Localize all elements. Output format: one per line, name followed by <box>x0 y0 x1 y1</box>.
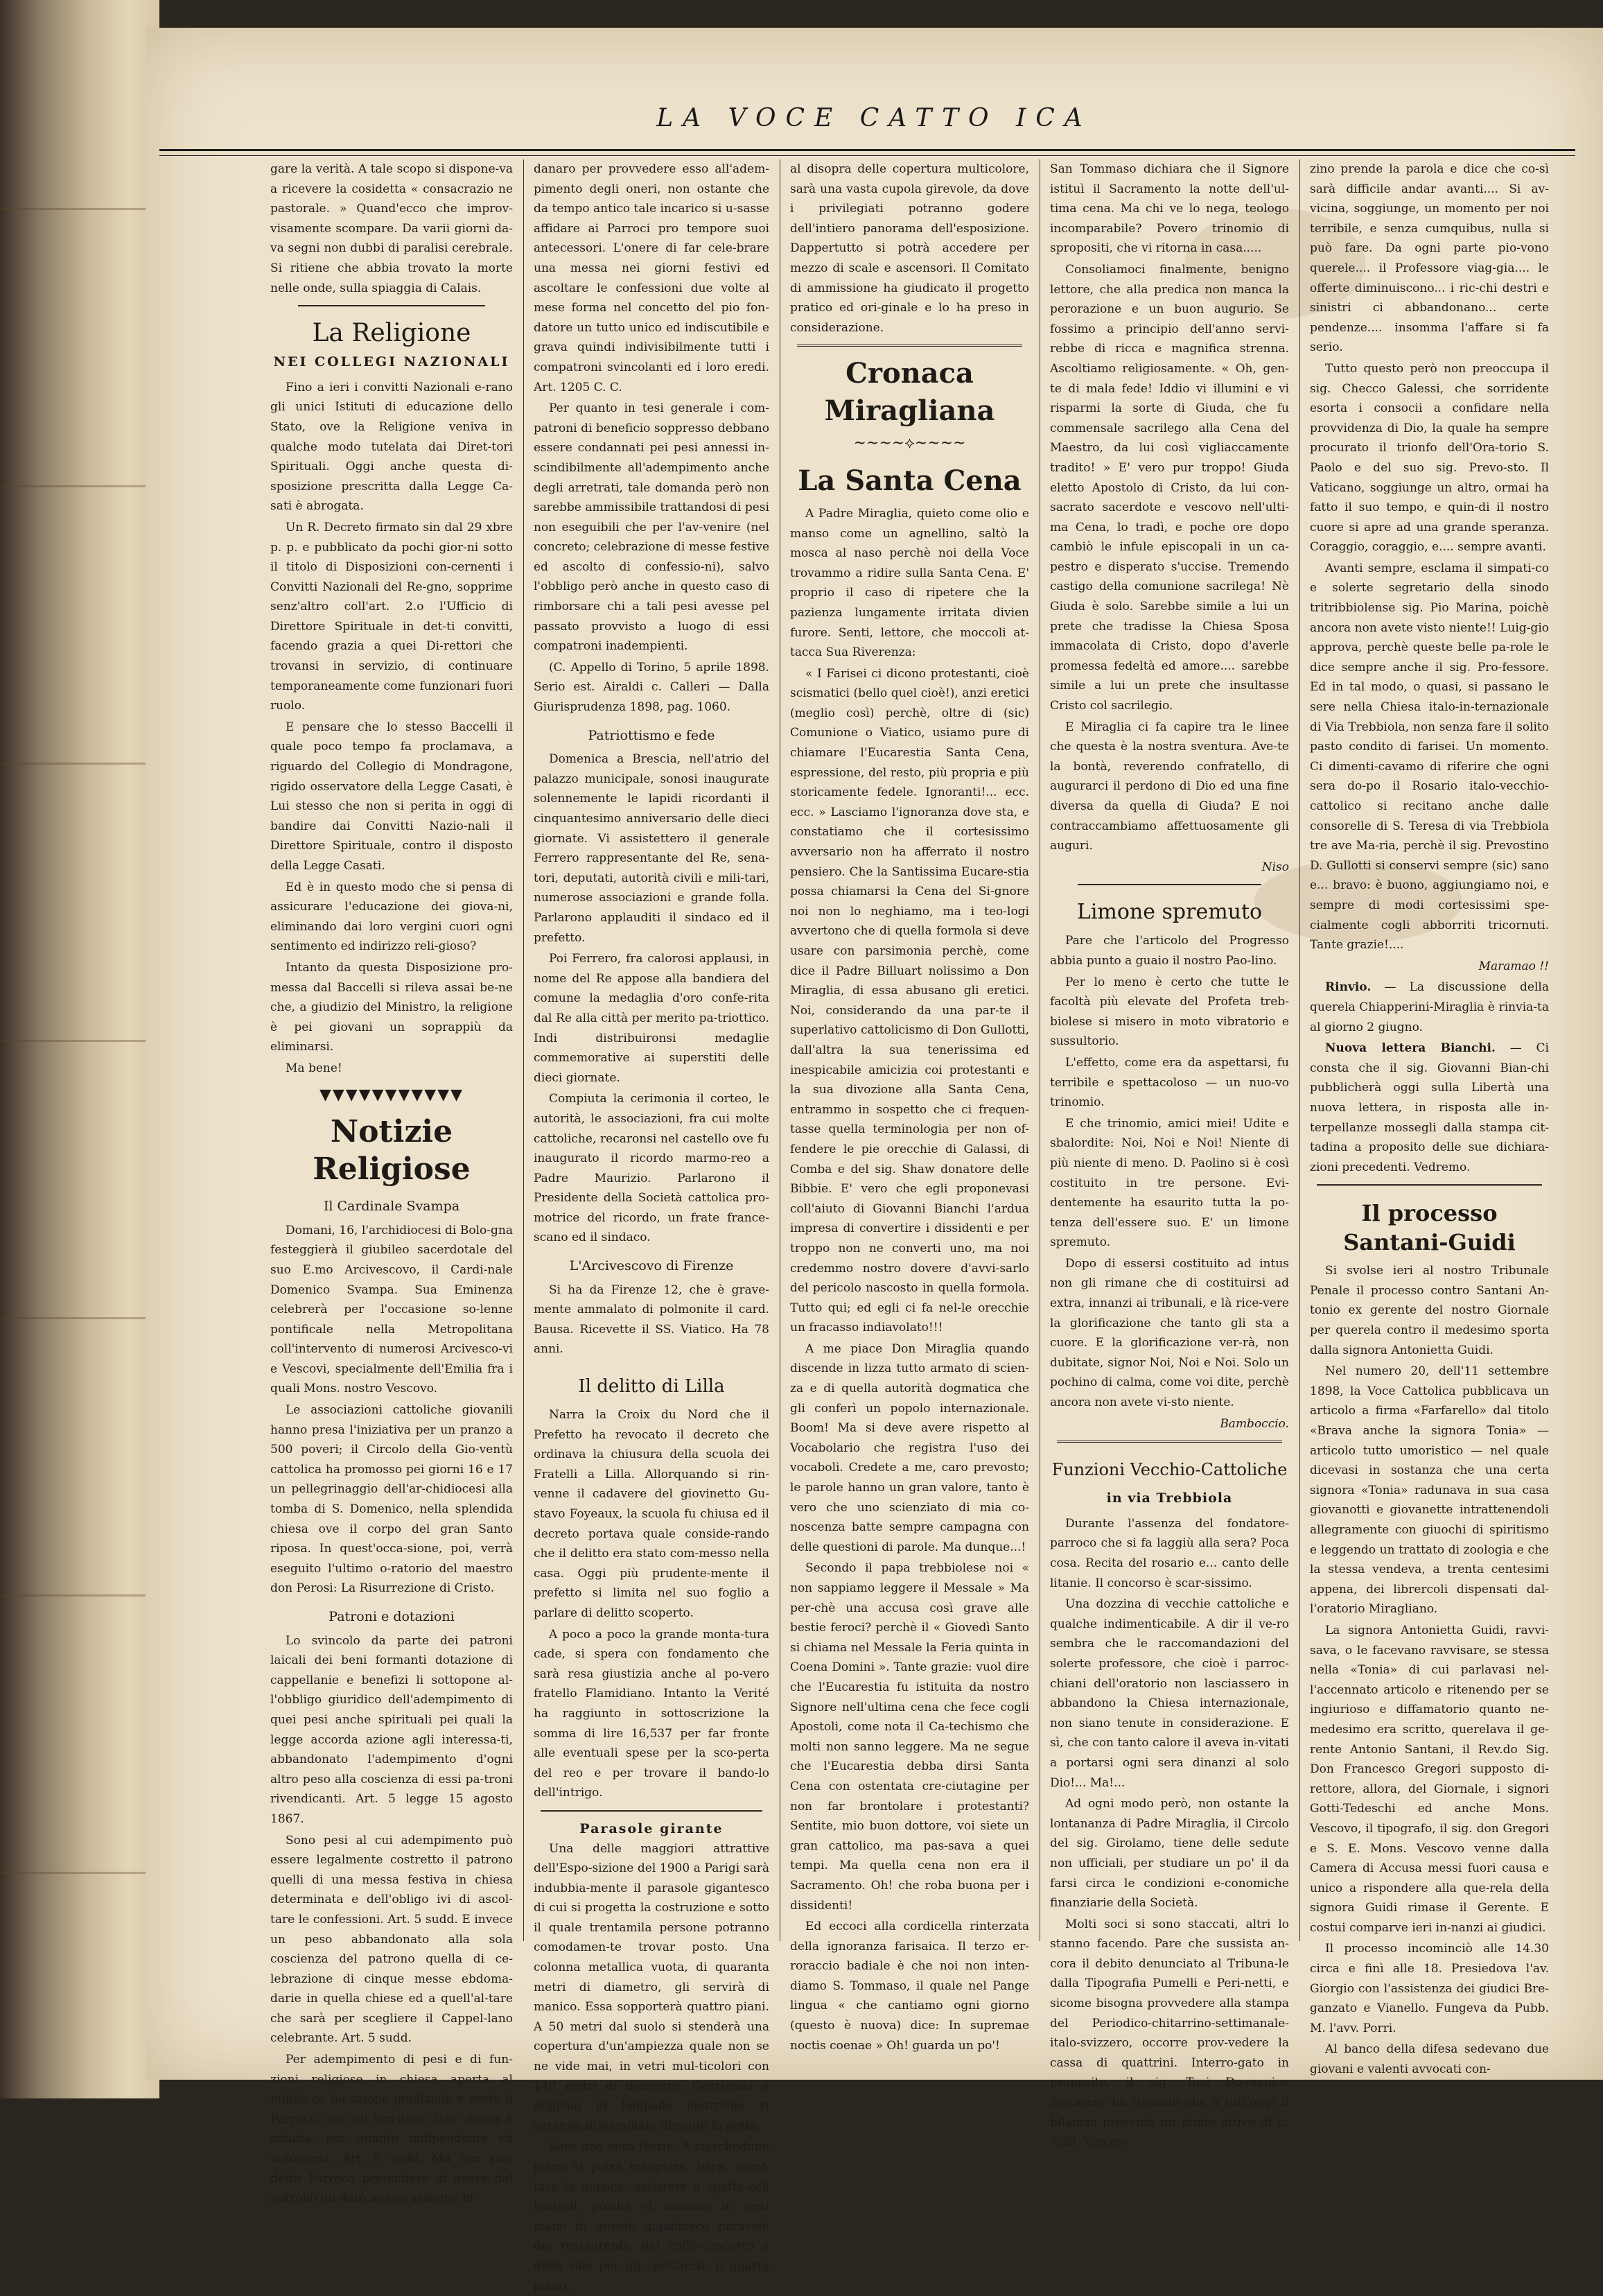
brief-label: Rinvio. <box>1325 980 1372 995</box>
paragraph: Sarà una vera féerie. A ciascheduno piano si potrà mangiare, bere, ascol-tare la musica, assistere a spetta-coli teatrali, poiché vi saranno in ogni piano di questo gigantesco parasole dei restaurants, dei caffè-concerto e delle sale per gli spettacoli. Il quarto piano, <box>534 2140 769 2293</box>
column-2 <box>534 159 769 2293</box>
article-title: Limone spremuto <box>1076 900 1263 925</box>
brief-text: — Ci consta che il sig. Giovanni Bian-chi pubblicherà oggi sulla Libertà una nuova lettera, in risposta alle in-terpellanze mossegli dalla stampa cit-tadina a proposito delle sue dichiara-zioni precedenti. Vedremo. <box>1310 1041 1549 1174</box>
paragraph: Intanto da questa Disposizione pro-messa dal Baccelli si rileva assai be-ne che, a giudizio del Ministro, la religione è pei giovani un soprappiù da eliminarsi. <box>270 960 513 1054</box>
column-1 <box>270 159 513 2206</box>
masthead: LA VOCE CATTO ICA <box>656 104 1092 132</box>
paragraph: Ed è in questo modo che si pensa di assicurare l'educazione dei giova-ni, eliminando dai loro vergini cuori ogni sentimento ed indirizzo reli-gioso? <box>270 880 513 954</box>
paragraph: L'effetto, come era da aspettarsi, fu terribile e spettacoloso — un nuo-vo trinomio. <box>1050 1055 1289 1110</box>
paragraph: A Padre Miraglia, quieto come olio e manso come un agnellino, saltò la mosca al naso perchè noi della Voce trovammo a ridire sulla Santa Cena. E' proprio il caso di ripetere che la pazienza lungamente irritata divien furore. Senti, lettore, che moccoli at-tacca Sua Riverenza: <box>790 506 1029 660</box>
divider <box>1078 884 1261 885</box>
divider <box>298 305 485 306</box>
article-title: La Santa Cena <box>798 464 1022 497</box>
brief-text: — La discussione della querela Chiapperini-Miraglia è rinvia-ta al giorno 2 giugno. <box>1310 980 1549 1034</box>
paragraph: Per adempimento di pesi e di fun-zioni religiose in chiesa aperta al pubbli-co ha azione giudiziale e veste il Parroco, nel cui territorio tale chiesa è situata, per quanto indipendente ed autonoma. Art. 5 sudd. Ma non può detto Parroco pretendere di avere dal patrono un dato annuo assegno in <box>270 2053 513 2206</box>
paragraph: A me piace Don Miraglia quando discende in lizza tutto armato di scien-za e di quella autorità dogmatica che gli conferì un popolo internazionale. Boom! Ma si deve avere rispetto al Vocabolario che registra l'uso dei vocaboli. Credete a me, caro prevosto; le parole hanno un gran valore, tanto è vero che uno scienziato di mia co-noscenza batte sempre campagna con delle questioni di parole. Ma dunque...! <box>790 1341 1029 1554</box>
brief-label: Nuova lettera Bianchi. <box>1325 1041 1496 1056</box>
paragraph: Compiuta la cerimonia il corteo, le autorità, le associazioni, fra cui molte cattoliche, recaronsi nel castello ove fu inaugurato il ricordo marmo-reo a Padre Maurizio. Parlarono il Presidente della Società cattolica pro-motrice del ricordo, un frate france-scano ed il sindaco. <box>534 1092 769 1245</box>
divider <box>541 1810 762 1812</box>
paragraph: Domani, 16, l'archidiocesi di Bolo-gna festeggierà il giubileo sacerdotale del suo E.mo Arcivescovo, il Cardi-nale Domenico Svampa. Sua Eminenza celebrerà per l'occasione so-lenne pontificale nella Metropolitana coll'intervento di numerosi Arcivesco-vi e Vescovi, specialmente dell'Emilia fra i quali Mons. nostro Vescovo. <box>270 1223 513 1396</box>
paragraph: La signora Antonietta Guidi, ravvi-sava, o le facevano ravvisare, se stessa nella «Tonia» di cui parlavasi nel-l'accennato articolo e ritenendo per se ingiurioso e diffamatorio quanto ne-medesimo era scritto, querelava il ge-rente Antonio Santani, il Rev.do Sig. Don Francesco Gregori supposto di-rettore, allora, del Giornale, i signori Gotti-Tedeschi ed anche Mons. Vescovo, il tipografo, il sig. don Gregori e S. E. Mons. Vescovo venne dalla Camera di Accusa messi fuori causa e unico a rispondere alla que-rela della signora Guidi rimase il Gerente. E costui comparve ieri in-nanzi ai giudici. <box>1310 1623 1549 1935</box>
paragraph: Tutto questo però non preoccupa il sig. Checco Galessi, che sorridente esorta i consocii a confidare nella provvidenza di Dio, la quale ha sempre procurato il trionfo dell'Ora-torio S. Paolo e del suo sig. Prevo-sto. Il Vaticano, soggiunge un altro, ormai ha fatto il suo tempo, e quin-di il nostro cuore si apre ad una grande speranza. Coraggio, coraggio, e.... sempre avanti. <box>1310 361 1549 555</box>
book-page-edges <box>0 0 159 2098</box>
section-heading: Patroni e dotazioni <box>329 1609 455 1624</box>
paragraph: Per quanto in tesi generale i com-patroni di beneficio soppresso debbano essere condannati pei pesi annessi in-scindibilmente all'adempimento anche degli arretrati, tale domanda però non sarebbe ammissibile trattandosi di pesi non eseguibili che per l'av-venire (nel concreto; celebrazione di messe festive ed ascolto di confessio-ni), salvo l'obbligo però anche in questo caso di rimborsare chi a tali pesi avesse pel passato provvisto a luogo di essi compatroni inadempienti. <box>534 401 769 654</box>
box-title: Parasole girante <box>579 1820 724 1836</box>
paragraph: Dopo di essersi costituito ad intus non gli rimane che di costituirsi ad extra, innanzi ai tribunali, e là rice-vere la glorificazione che tanto gli sta a cuore. E la glorificazione ver-rà, non dubitate, signor Noi, Noi e Noi. Solo un pochino di calma, come voi dite, perchè ancora non avete vi-sto niente. <box>1050 1256 1289 1410</box>
paragraph: (C. Appello di Torino, 5 aprile 1898. Serio est. Airaldi c. Calleri — Dalla Giurisprudenza 1898, pag. 1060. <box>534 660 769 715</box>
paragraph: Si ha da Firenze 12, che è grave-mente ammalato di polmonite il card. Bausa. Ricevette il SS. Viatico. Ha 78 anni. <box>534 1282 769 1357</box>
paragraph: danaro per provvedere esso all'adem-pimento degli oneri, non ostante che da tempo antico tale incarico si u-sasse affidare ai Parroci pro tempore suoi antecessori. L'onere di far cele-brare una messa nei giorni festivi ed ascoltare le confessioni due volte al mese forma nel concetto del pio fon-datore un tutto unico ed indiscutibile e grava quindi indivisibilmente tutti i compatroni svincolanti ed i loro eredi. Art. 1205 C. C. <box>534 162 769 394</box>
paragraph: E Miraglia ci fa capire tra le linee che questa è la nostra sventura. Ave-te la bontà, reverendo confratello, di augurarci il perdono di Dio ed una fine diversa da quella di Giuda? E noi contraccambiamo affettuosamente gli auguri. <box>1050 720 1289 853</box>
article-title: Il processo Santani-Guidi <box>1343 1200 1516 1256</box>
paragraph: Una delle maggiori attrattive dell'Espo-sizione del 1900 a Parigi sarà indubbia-mente il parasole gigantesco di cui si progetta la costruzione e sotto il quale trentamila persone potranno comodamen-te trovar posto. Una colonna metallica vuota, di quaranta metri di diametro, gli servirà di manico. Essa sopporterà quattro piani. A 50 metri dal suolo si stenderà una copertura d'un'ampiezza quale non se ne vide mai, in vetri mul-ticolori con 140 metri di diametro. Centi-naia e migliaia di lampade elettriche vi saranno disseminate durante la notte. <box>534 1841 769 2133</box>
paragraph: Molti soci si sono staccati, altri lo stanno facendo. Pare che sussista an-cora il debito denunciato al Tribuna-le dalla Tipografia Pumelli e Peri-netti, e sicome bisogna provvedere alla stampa del Periodico-chitarrino-settimanale-italo-svizzero, occorre prov-vedere la cassa di quattrini. Interro-gato in proposito, il sig. Tosi Do-menico Tesoriere ha risposto che a tutt'oggi il bilancio presenta un fondo attivo di L. 7,29. Vincen- <box>1050 1917 1289 2150</box>
paragraph: A poco a poco la grande monta-tura cade, si spera con fondamento che sarà resa giustizia anche al po-vero fratello Flamidiano. Intanto la Verité ha raggiunto in sottoscrizione la somma di lire 16,537 per far fronte alle eventuali spese per la sco-perta del reo e per trovare il bando-lo dell'intrigo. <box>534 1627 769 1800</box>
divider <box>1057 1441 1282 1443</box>
article-title: Il delitto di Lilla <box>578 1376 725 1398</box>
paragraph: Avanti sempre, esclama il simpati-co e solerte segretario della sinodo tritribbiolense sig. Pio Marina, poichè ancora non avete visto niente!! Luig-gio approva, perchè queste belle pa-role le dice sempre anche il sig. Pro-fessore. Ed in tal modo, o quasi, si passano le sere nella Chiesa italo-in-ternazionale di Via Trebbiola, non senza fare il solito pasto condito di farisei. Un momento. Ci dimenti-cavamo di riferire che ogni sera do-po il Rosario italo-vecchio-cattolico si recitano anche dalle consorelle di S. Teresa di via Trebbiola tre ave Ma-ria, perchè il sig. Prevostino D. Gullotti si conservi sempre (sic) sano e... bravo: è buono, aggiungiamo noi, e sempre di modi cortesissimi spe-cialmente cogli abborriti tricornuti. Tante grazie!.... <box>1310 561 1549 953</box>
section-heading: Il Cardinale Svampa <box>323 1199 460 1215</box>
paragraph: Si svolse ieri al nostro Tribunale Penale il processo contro Santani An-tonio ex gerente del nostro Giornale per querela contro il medesimo sporta dalla signora Antonietta Guidi. <box>1310 1264 1549 1357</box>
masthead-rule <box>159 149 1575 156</box>
paragraph: gare la verità. A tale scopo si dispone-va a ricevere la cosidetta « consacrazio ne pastorale. » Quand'ecco che improv-visamente scompare. Da varii giorni da-va segni non dubbi di paralisi cerebrale. Si ritiene che abbia trovato la morte nelle onde, sulla spiaggia di Calais. <box>270 162 513 295</box>
section-heading: Patriottismo e fede <box>588 727 715 743</box>
paragraph: Ed eccoci alla cordicella rinterzata della ignoranza farisaica. Il terzo er-roraccio badiale è che noi non inten-diamo S. Tommaso, il quale nel Pange lingua « che cantiamo ogni giorno (questo è nuova) dice: In supremae noctis coenae » Oh! guarda un po'! <box>790 1920 1029 2053</box>
paragraph: Lo svincolo da parte dei patroni laicali dei beni formanti dotazione di cappellanie e benefizi li sottopone al-l'obbligo giuridico dell'adempimento di quei pesi anche spirituali pei quali la legge accorda azione agli interessa-ti, abbandonato l'adempimento d'ogni altro peso alla coscienza di essi pa-troni rivendicanti. Art. 5 legge 15 agosto 1867. <box>270 1633 513 1826</box>
signature: Bamboccio. <box>1220 1416 1289 1431</box>
paragraph: Secondo il papa trebbiolese noi « non sappiamo leggere il Messale » Ma per-chè una accusa così grave alle bestie feroci? perchè il « Giovedì Santo si chiama nel Messale la Feria quinta in Coena Domini ». Tante grazie: vuol dire che l'Eucarestia fu istituita da nostro Signore nell'ultima cena che fece cogli Apostoli, come nota il Ca-techismo che molti non sanno leggere. Ma ne segue che l'Eucarestia debba dirsi Santa Cena con ostentata cre-ciutagine per non far brontolare i protestanti? Sentite, mio buon dottore, voi siete un gran cattolico, ma pas-sava a quei tempi. Ma quella cena non era il Sacramento. Oh! che roba buona per i dissidenti! <box>790 1561 1029 1913</box>
brief-lettera <box>1310 1038 1549 1177</box>
column-5 <box>1310 159 1549 2077</box>
paragraph: Poi Ferrero, fra calorosi applausi, in nome del Re appose alla bandiera del comune la medaglia d'oro confe-rita dal Re alla città per merito pa-triottico. Indi distribuironsi medaglie commemorative ai superstiti delle dieci giornate. <box>534 952 769 1085</box>
column-3 <box>790 159 1029 2053</box>
signature: Niso <box>1261 860 1289 874</box>
paragraph: Ma bene! <box>286 1061 342 1075</box>
column-rule <box>523 159 524 1941</box>
section-heading: L'Arcivescovo di Firenze <box>569 1258 734 1274</box>
paragraph: Il processo incominciò alle 14.30 circa e finì alle 18. Presiedova l'av. Giorgio con l'assistenza dei giudici Bre-ganzato e Vianello. Fungeva da Pubb. M. l'avv. Porri. <box>1310 1942 1549 2035</box>
article-subtitle: NEI COLLEGI NAZIONALI <box>273 354 510 370</box>
paragraph: Domenica a Brescia, nell'atrio del palazzo municipale, sonosi inaugurate solennemente le lapidi ricordanti il cinquantesimo anniversario delle dieci giornate. Vi assistettero il generale Ferrero rappresentante del Re, sena-tori, deputati, autorità civili e mili-tari, numerose associazioni e grande folla. Parlarono applauditi il sindaco ed il prefetto. <box>534 752 769 945</box>
article-title: Funzioni Vecchio-Cattoliche <box>1051 1460 1288 1480</box>
paragraph: Durante l'assenza del fondatore-parroco che si fa laggiù alla sera? Poca cosa. Recita del rosario e... canto delle litanie. Il concorso è scar-sissimo. <box>1050 1516 1289 1590</box>
paragraph: Le associazioni cattoliche giovanili hanno presa l'iniziativa per un pranzo a 500 poveri; il Circolo della Gio-ventù cattolica ha promosso pei giorni 16 e 17 un pellegrinaggio dell'ar-chidiocesi alla tomba di S. Domenico, nella splendida chiesa ove il corpo del gran Santo riposa. In quest'occa-sione, poi, verrà eseguito l'ultimo o-ratorio del maestro don Perosi: La Risurrezione di Cristo. <box>270 1403 513 1596</box>
paragraph: Narra la Croix du Nord che il Prefetto ha revocato il decreto che ordinava la chiusura della scuola dei Fratelli a Lilla. Allorquando si rin-venne il cadavere del giovinetto Gu-stavo Foyeaux, la scuola fu chiusa ed il decreto portava quale conside-rando che il delitto era stato com-messo nella casa. Oggi più prudente-mente il prefetto si limita nel suo foglio a parlare di delitto scoperto. <box>534 1408 769 1620</box>
paragraph: Nel numero 20, dell'11 settembre 1898, la Voce Cattolica pubblicava un articolo a firma «Farfarello» dal titolo «Brava anche la signora Tonia» — articolo tutto umoristico — nel quale dicevasi in sostanza che una certa signora «Tonia» radunava in sua casa giovanotti e giovanette intrattenendoli allegramente con giuochi di spiritismo e leggendo un trattato di zoologia e che la stessa vendeva, a trenta centesimi appena, dei librercoli dispensati dal-l'oratorio Miragliano. <box>1310 1364 1549 1617</box>
flourish-ornament: ~~~~⟡~~~~ <box>853 435 966 453</box>
paragraph: Fino a ieri i convitti Nazionali e-rano gli unici Istituti di educazione dello Stato, ove la Religione veniva in qualche modo tutelata dai Diret-tori Spirituali. Oggi anche questa di-sposizione prescritta dalla Legge Ca-sati è abrogata. <box>270 380 513 514</box>
column-4 <box>1050 159 1289 2150</box>
paragraph: zino prende la parola e dice che co-sì sarà difficile andar avanti.... Si av-vicina, soggiunge, un momento per noi terribile, e senza cumquibus, nulla si può fare. Da ogni parte pio-vono querele.... il Professore viag-gia.... le offerte diminuiscono... i ric-chi destri e sinistri ci abbandonano... certe pendenze.... insomma l'affare si fa serio. <box>1310 162 1549 355</box>
paragraph: Per lo meno è certo che tutte le facoltà più elevate del Profeta treb-biolese si misero in moto vibratorio e sussultorio. <box>1050 975 1289 1049</box>
paragraph: San Tommaso dichiara che il Signore istituì il Sacramento la notte dell'ul-tima cena. Ma chi ve lo nega, teologo incomparabile? Povero trinomio di spropositi, che vi ritorna in casa..... <box>1050 162 1289 256</box>
section-title: Notizie Religiose <box>313 1114 471 1188</box>
divider <box>797 345 1022 347</box>
paragraph: Al banco della difesa sedevano due giovani e valenti avvocati con- <box>1310 2042 1549 2077</box>
paragraph: Sono pesi al cui adempimento può essere legalmente costretto il patrono quelli di una messa festiva in chiesa determinata e dell'obligo ivi di ascol-tare le confessioni. Art. 5 sudd. E invece un peso abbandonato alla sola coscienza del patrono quella di ce-lebrazione di cinque messe ebdoma-darie in quella chiese ed a quell'al-tare che sarà per scegliere il Cappel-lano celebrante. Art. 5 sudd. <box>270 1833 513 2046</box>
paragraph: Consoliamoci finalmente, benigno lettore, che alla predica non manca la perorazione e un buon augurio. Se fossimo a principio dell'anno servi-rebbe di ricca e magnifica strenna. Ascoltiamo religiosamente. « Oh, gen-te di mala fede! Iddio vi illumini e vi risparmi la sorte di Giuda, che fu commensale sacrilego alla Cena del Maestro, da lui così vigliaccamente tradito! » E' vero pur troppo! Giuda eletto Apostolo di Cristo, da lui con-sacrato sacerdote e vescovo nell'ulti-ma Cena, lo tradì, e poche ore dopo cambiò le infule episcopali in un ca-pestro e disperato s'uccise. Tremendo castigo della comunione sacrilega! Nè Giuda è solo. Sarebbe simile a lui un prete che tradisse la Chiesa Sposa immacolata di Cristo, dopo d'averle promessa fedeltà ed amore.... sarebbe simile a lui un prete che insultasse Cristo col sacrilegio. <box>1050 262 1289 713</box>
paragraph: Ad ogni modo però, non ostante la lontananza di Padre Miraglia, il Circolo del sig. Girolamo, tiene delle sedute non ufficiali, per studiare un po' il da farsi circa le condizioni e-conomiche finanziarie della Società. <box>1050 1797 1289 1911</box>
article-title: La Religione <box>312 319 471 348</box>
section-title: Cronaca Miragliana <box>824 357 995 428</box>
paragraph: Pare che l'articolo del Progresso abbia punto a guaio il nostro Pao-lino. <box>1050 934 1289 968</box>
brief-rinvio <box>1310 977 1549 1037</box>
divider <box>1317 1184 1542 1186</box>
paragraph: E pensare che lo stesso Baccelli il quale poco tempo fa proclamava, a riguardo del Collegio di Mondragone, rigido osservatore della Legge Casati, è Lui stesso che non si perita in oggi di bandire dai Convitti Nazio-nali il Direttore Spirituale, contro il disposto della Legge Casati. <box>270 720 513 873</box>
paragraph: E che trinomio, amici miei! Udite e sbalordite: Noi, Noi e Noi! Niente di più niente di meno. D. Paolino si è così costituito in tre persone. Evi-dentemente ha esaurito tutta la po-tenza dell'essere suo. E' un limone spremuto. <box>1050 1116 1289 1250</box>
paragraph: Un R. Decreto firmato sin dal 29 xbre p. p. e pubblicato da pochi gior-ni sotto il titolo di Disposizioni con-cernenti i Convitti Nazionali del Re-gno, sopprime senz'altro coll'art. 2.o l'Ufficio di Direttore Spirituale in det-ti convitti, facendo grazia a quei Di-rettori che trovansi in servizio, di continuare temporaneamente come funzionari fuori ruolo. <box>270 520 513 713</box>
column-rule <box>1299 159 1300 1941</box>
signature: Maramao !! <box>1478 959 1549 973</box>
newspaper-page <box>146 28 1603 2293</box>
article-subtitle: in via Trebbiola <box>1106 1490 1233 1506</box>
ornament-border: ▼▼▼▼▼▼▼▼▼▼▼ <box>319 1086 464 1104</box>
paragraph: « I Farisei ci dicono protestanti, cioè scismatici (bello quel cioè!), anzi eretici (meglio così) perchè, oltre di (sic) Comunione o Viatico, usiamo pure di chiamare l'Eucarestia Santa Cena, espressione, del resto, più propria e più storicamente fedele. Ignoranti!... ecc. ecc. » Lasciamo l'ignoranza dove sta, e constatiamo che il cortesissimo avversario non ha afferrato il nostro pensiero. Che la Santissima Eucare-stia possa chiamarsi la Cena del Si-gnore noi non lo neghiamo, ma i teo-logi avvertono che di quella formola si deve usare con parsimonia perchè, come dice il Padre Billuart nolissimo a Don Miraglia, di essa abusano gli eretici. Noi, considerando da una par-te il superlativo cattolicismo di Don Gullotti, dall'altra la sua tenerissima ed inespicabile amicizia coi protestanti e la sua divozione alla Santa Cena, entrammo in sospetto che ci frequen-tasse quella terminologia per non of-fendere le pie orecchie di Galassi, di Comba e del sig. Shaw donatore delle Bibbie. E' vero che egli proponevasi coll'aiuto di Giovanni Bianchi l'ardua impresa di convertire i dissidenti e per troppo non ne converti uno, ma noi credemmo nostro dovere d'avvi-sarlo del pericolo nascosto in quella formola. Tutto qui; ed egli ci fa nel-le orecchie un fracasso indiavolato!!! <box>790 666 1029 1335</box>
paragraph: Una dozzina di vecchie cattoliche e qualche indimenticabile. A dir il ve-ro sembra che le raccomandazioni del solerte professore, che cioè i parroc-chiani dell'oratorio non lasciassero in abbandono la Chiesa internazionale, non siano tenute in considerazione. E sì, che con tanto calore il aveva in-vitati a portarsi ogni sera dinanzi al solo Dio!... Ma!... <box>1050 1597 1289 1790</box>
paragraph: al disopra delle copertura multicolore, sarà una vasta cupola girevole, da dove i privilegiati potranno godere dell'intiero panorama dell'esposizione. Dappertutto si potrà accedere per mezzo di scale e ascensori. Il Comitato di ammissione ha giudicato il progetto pratico ed ori-ginale e lo ha preso in considerazione. <box>790 162 1029 335</box>
